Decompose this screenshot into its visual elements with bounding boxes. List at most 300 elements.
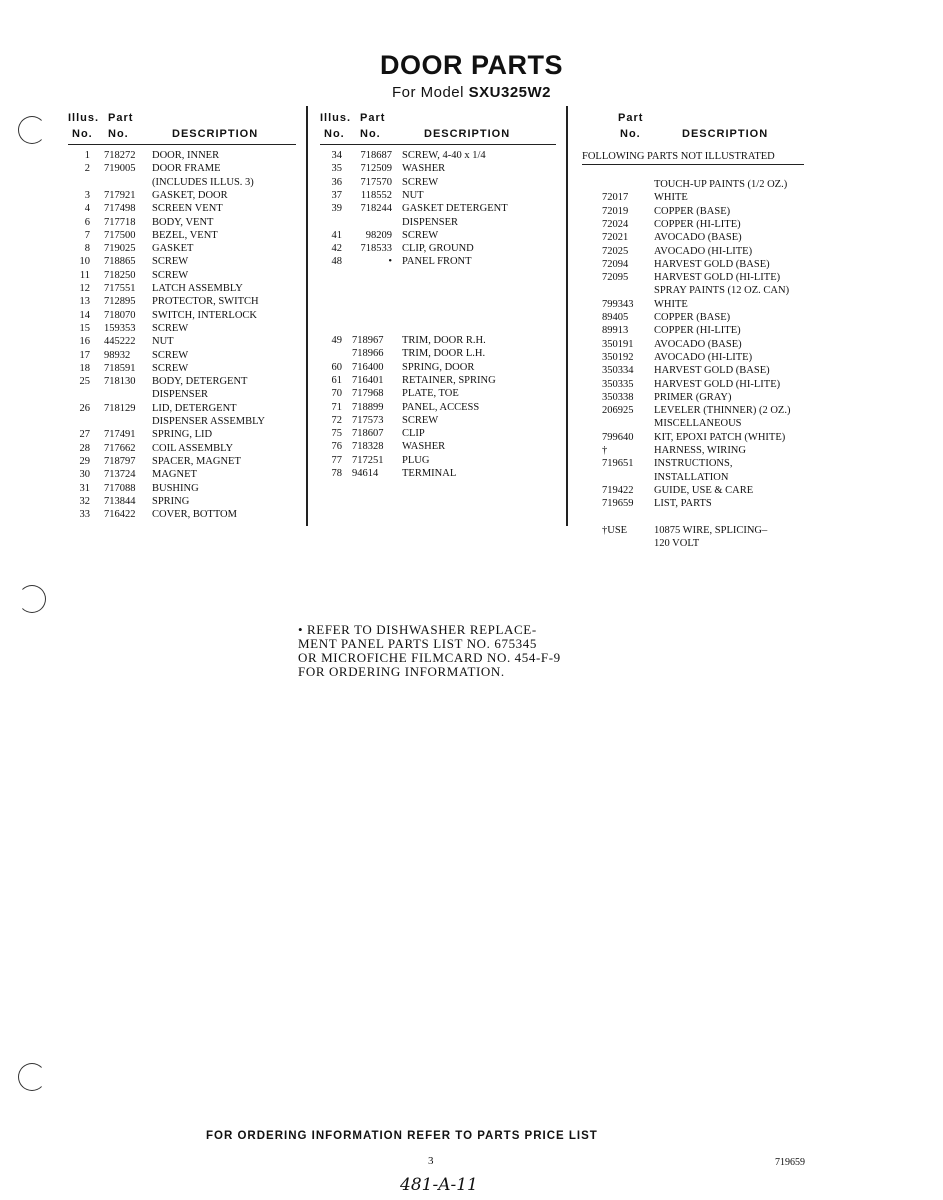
table-row <box>68 162 300 175</box>
illus-number: 18 <box>79 362 90 374</box>
part-description: DOOR FRAME <box>152 163 221 175</box>
part-no-label: No. <box>620 128 641 140</box>
table-row <box>68 402 300 415</box>
illus-number: 7 <box>84 229 90 241</box>
table-row <box>68 388 300 401</box>
part-description: WASHER <box>402 441 446 453</box>
page-subtitle <box>0 84 943 101</box>
illus-number: 3 <box>84 189 90 201</box>
part-number: 718687 <box>360 150 392 161</box>
table-row <box>68 282 300 295</box>
table-row <box>68 295 300 308</box>
part-number: 718967 <box>352 335 384 346</box>
description-label: DESCRIPTION <box>682 128 769 140</box>
left-column-header <box>68 112 300 146</box>
note-line: FOR ORDERING INFORMATION. <box>298 664 505 679</box>
part-number: 719659 <box>602 498 634 510</box>
header-rule <box>68 144 296 145</box>
part-number: 718244 <box>360 203 392 215</box>
part-number: 718328 <box>352 441 384 453</box>
table-row <box>320 229 560 242</box>
illus-number: 49 <box>331 335 342 346</box>
part-description: CLIP, GROUND <box>402 243 474 255</box>
page-title: DOOR PARTS <box>379 50 563 80</box>
part-number: 159353 <box>104 322 136 334</box>
table-row <box>68 189 300 202</box>
part-description: INSTALLATION <box>654 471 729 483</box>
illus-number: 75 <box>331 428 342 440</box>
table-row <box>320 202 560 215</box>
table-row <box>68 335 300 348</box>
part-number: 72024 <box>602 218 629 230</box>
part-number: 717251 <box>352 454 384 466</box>
illus-number: 12 <box>79 283 90 294</box>
table-row <box>68 508 300 521</box>
table-row <box>68 216 300 229</box>
part-description: AVOCADO (HI-LITE) <box>654 245 753 257</box>
part-number: 716401 <box>352 374 384 386</box>
part-description: GASKET, DOOR <box>152 189 228 201</box>
part-description: SPRING, LID <box>152 429 213 441</box>
table-row <box>68 229 300 242</box>
table-row <box>68 349 300 362</box>
part-number: 717491 <box>104 429 136 441</box>
illus-number: 30 <box>79 469 90 481</box>
illus-number: 39 <box>331 203 342 215</box>
illus-number: 31 <box>79 482 90 494</box>
part-number: 717662 <box>104 442 136 454</box>
table-row <box>582 431 822 444</box>
illus-no-label: No. <box>324 128 345 140</box>
part-description: KIT, EPOXI PATCH (WHITE) <box>654 431 786 443</box>
table-row <box>582 378 822 391</box>
table-row <box>68 442 300 455</box>
table-row <box>320 440 560 453</box>
part-description: COIL ASSEMBLY <box>152 442 234 454</box>
part-description: SPRING <box>152 495 190 507</box>
part-number: 712895 <box>104 296 136 308</box>
part-description: HARNESS, WIRING <box>654 445 746 456</box>
illus-number: 1 <box>84 150 90 161</box>
illus-number: 15 <box>79 322 90 334</box>
part-description: LATCH ASSEMBLY <box>152 283 243 294</box>
illus-number: 32 <box>79 495 90 507</box>
header-rule <box>320 144 556 145</box>
illus-number: 60 <box>331 361 342 373</box>
part-number: 72017 <box>602 192 629 204</box>
part-description: 10875 WIRE, SPLICING– <box>654 524 768 536</box>
part-description: LEVELER (THINNER) (2 OZ.) <box>654 405 791 417</box>
part-no-label: No. <box>108 128 129 140</box>
table-row <box>582 245 822 258</box>
handwritten-note: 481-A-11 <box>400 1175 478 1195</box>
table-row <box>68 242 300 255</box>
footer-text: FOR ORDERING INFORMATION REFER TO PARTS PRICE LIST <box>206 1130 598 1142</box>
note-line: MENT PANEL PARTS LIST NO. 675345 <box>298 636 537 651</box>
table-row <box>582 324 822 337</box>
part-description: COPPER (HI-LITE) <box>654 325 741 337</box>
part-description: SCREW <box>152 322 189 334</box>
table-row <box>68 202 300 215</box>
illus-number: 77 <box>331 454 342 466</box>
part-number: 718607 <box>352 428 384 440</box>
table-row <box>68 468 300 481</box>
table-row <box>68 455 300 468</box>
part-number: 118552 <box>360 189 392 201</box>
part-number: 718865 <box>104 256 136 268</box>
table-row <box>68 428 300 441</box>
illus-label: Illus. <box>68 112 100 124</box>
illus-number: 33 <box>79 509 90 521</box>
table-row <box>68 176 300 189</box>
illus-number: 10 <box>79 256 90 268</box>
part-no-label: No. <box>360 128 381 140</box>
part-number: 350191 <box>602 338 634 350</box>
part-description: DOOR, INNER <box>152 150 220 161</box>
left-column <box>68 112 300 521</box>
table-row <box>320 255 560 268</box>
illus-number: 13 <box>79 296 90 308</box>
illus-number: 26 <box>79 402 90 414</box>
part-description: COVER, BOTTOM <box>152 509 237 521</box>
illus-number: 36 <box>331 176 342 188</box>
part-number: 717500 <box>104 229 136 241</box>
part-number: 718129 <box>104 402 136 414</box>
table-row <box>320 427 560 440</box>
illus-number: 8 <box>84 243 90 255</box>
part-description: PLUG <box>402 454 430 466</box>
part-number: 445222 <box>104 336 136 348</box>
part-description: DISPENSER <box>402 216 459 228</box>
part-number: 72019 <box>602 205 629 217</box>
part-number: 98209 <box>365 229 392 241</box>
part-number: 718966 <box>352 348 384 360</box>
part-number: 717551 <box>104 283 136 294</box>
part-description: PANEL, ACCESS <box>402 401 480 413</box>
table-row <box>320 467 560 480</box>
part-number: 718272 <box>104 150 136 161</box>
part-number: 350335 <box>602 378 634 390</box>
part-description: SPRAY PAINTS (12 OZ. CAN) <box>654 285 790 297</box>
illus-number: 25 <box>79 376 90 388</box>
table-row <box>320 242 560 255</box>
part-description: SCREW <box>402 229 439 241</box>
table-row <box>68 482 300 495</box>
part-number: 718899 <box>352 401 384 413</box>
table-row <box>320 189 560 202</box>
part-description: SCREW <box>152 362 189 374</box>
part-number: 350334 <box>602 365 634 377</box>
column-divider <box>306 106 308 526</box>
illus-number: 78 <box>331 468 342 479</box>
table-row <box>582 404 822 417</box>
illus-number: 6 <box>84 216 90 228</box>
part-description: SCREW <box>152 349 189 361</box>
part-number: 799640 <box>602 431 634 443</box>
table-row <box>68 495 300 508</box>
table-row <box>68 149 300 162</box>
part-description: COPPER (BASE) <box>654 312 731 323</box>
part-description: PROTECTOR, SWITCH <box>152 296 259 308</box>
part-number: 719025 <box>104 243 136 255</box>
part-description: COPPER (BASE) <box>654 205 731 217</box>
table-row <box>320 387 560 400</box>
page-number: 3 <box>428 1155 434 1167</box>
part-number: • <box>388 256 392 268</box>
part-description: BUSHING <box>152 482 199 494</box>
punch-hole-top <box>18 116 46 144</box>
part-label: Part <box>108 112 134 124</box>
part-description: PANEL FRONT <box>402 256 472 268</box>
heading-rule <box>582 164 804 165</box>
part-description: SCREEN VENT <box>152 203 223 215</box>
table-row <box>582 537 822 550</box>
part-number: † <box>602 445 608 456</box>
part-number: 72021 <box>602 232 629 244</box>
part-label: Part <box>360 112 386 124</box>
table-row <box>582 338 822 351</box>
middle-column <box>320 112 560 479</box>
part-number: 713724 <box>104 469 136 481</box>
illus-number: 41 <box>331 229 342 241</box>
part-number: 72095 <box>602 272 629 284</box>
table-row <box>68 322 300 335</box>
part-description: BODY, VENT <box>152 216 214 228</box>
part-description: GASKET <box>152 243 194 255</box>
illus-number: 48 <box>331 256 342 268</box>
part-description: TERMINAL <box>402 468 457 479</box>
illus-number: 76 <box>331 441 342 453</box>
part-number: 712509 <box>360 163 392 175</box>
illus-number: 28 <box>79 442 90 454</box>
table-row <box>320 361 560 374</box>
illus-number: 37 <box>331 189 342 201</box>
part-number: 717498 <box>104 203 136 215</box>
part-number: 718250 <box>104 269 136 281</box>
illus-number: 11 <box>79 269 90 281</box>
part-number: 89913 <box>602 325 629 337</box>
right-column: Part No. DESCRIPTION FOLLOWING PARTS NOT ILLUSTRATED TOUCH-UP PAINTS (1/2 OZ.) 72017 WHITE 72019 COPPER (BASE) 72024 COPPER (HI-LITE) 72021 AVOCADO (BASE) 72025 AVOCADO (HI-LITE) 72094 HARVEST GOLD (BASE) 72095 HARVEST GOLD (HI-LITE) SPRAY PAINTS (12 OZ. CAN) 799343 WHITE 89405 COPPER (BASE) 89913 COPPER (HI-LITE) 350191 AVOCADO (BASE) 350192 AVOCADO (HI-LITE) 350334 HARVEST GOLD (BASE) 350335 HARVEST GOLD (HI-LITE) 350338 PRIMER (GRAY) 206925 LEVELER (THINNER) (2 OZ.) MISCELLANEOUS 799640 KIT, EPOXI PATCH (WHITE) † HARNESS, WIRING 719651 INSTRUCTIONS, INSTALLATION 719422 GUIDE, USE & CARE 719659 LIST, PARTS †USE 10875 WIRE, SPLICING– 120 VOLT <box>582 112 822 146</box>
table-row <box>320 401 560 414</box>
table-row <box>582 497 822 510</box>
part-description: NUT <box>402 189 424 201</box>
part-number: 717570 <box>360 176 392 188</box>
part-description: DISPENSER ASSEMBLY <box>152 416 266 427</box>
part-description: BEZEL, VENT <box>152 229 218 241</box>
illus-number: 42 <box>331 243 342 255</box>
part-description: RETAINER, SPRING <box>402 374 496 386</box>
table-row <box>320 216 560 229</box>
ordering-note <box>298 623 598 679</box>
part-description: CLIP <box>402 428 425 440</box>
part-number: 717921 <box>104 189 136 201</box>
part-number: †USE <box>602 524 628 536</box>
illus-number: 16 <box>79 336 90 348</box>
part-description: MISCELLANEOUS <box>654 418 742 430</box>
middle-column-header <box>320 112 560 146</box>
illus-no-label: No. <box>72 128 93 140</box>
part-number: 717968 <box>352 388 384 400</box>
table-row <box>68 309 300 322</box>
part-description: MAGNET <box>152 469 197 481</box>
part-description: AVOCADO (BASE) <box>654 338 742 350</box>
note-line: • REFER TO DISHWASHER REPLACE- <box>298 622 537 637</box>
part-number: 717088 <box>104 482 136 494</box>
table-row <box>68 269 300 282</box>
part-number: 94614 <box>352 468 379 479</box>
part-description: AVOCADO (BASE) <box>654 232 742 244</box>
part-number: 718070 <box>104 309 136 321</box>
table-row <box>582 218 822 231</box>
part-number: 799343 <box>602 298 634 310</box>
table-row <box>68 255 300 268</box>
illus-number: 35 <box>331 163 342 175</box>
subtitle-prefix: For Model <box>391 84 464 101</box>
illus-number: 2 <box>84 163 90 175</box>
note-line: OR MICROFICHE FILMCARD NO. 454-F-9 <box>298 650 561 665</box>
part-description: HARVEST GOLD (BASE) <box>654 258 770 270</box>
table-row <box>582 457 822 470</box>
table-row <box>582 191 822 204</box>
table-row <box>582 271 822 284</box>
part-description: LIST, PARTS <box>654 498 712 510</box>
part-description: WHITE <box>654 192 688 204</box>
part-label: Part <box>618 112 644 124</box>
illus-number: 72 <box>331 414 342 426</box>
part-description: INSTRUCTIONS, <box>654 458 733 470</box>
part-number: 98932 <box>104 349 131 361</box>
part-description: GASKET DETERGENT <box>402 203 508 215</box>
table-row <box>320 149 560 162</box>
table-row <box>582 417 822 430</box>
part-description: COPPER (HI-LITE) <box>654 218 741 230</box>
table-row <box>582 444 822 457</box>
part-number: 206925 <box>602 405 634 417</box>
table-row <box>582 205 822 218</box>
part-description: SPACER, MAGNET <box>152 455 241 467</box>
part-description: SCREW <box>402 414 439 426</box>
part-description: SCREW, 4-40 x 1/4 <box>402 150 486 161</box>
part-description: TRIM, DOOR R.H. <box>402 335 486 346</box>
table-row <box>582 311 822 324</box>
illus-label: Illus. <box>320 112 352 124</box>
part-description: SCREW <box>402 176 439 188</box>
part-number: 350192 <box>602 351 634 363</box>
table-row <box>582 391 822 404</box>
table-row <box>68 362 300 375</box>
part-number: 716400 <box>352 361 384 373</box>
table-row <box>582 524 822 537</box>
table-row <box>68 375 300 388</box>
table-row <box>582 364 822 377</box>
part-number: 718130 <box>104 376 136 388</box>
illus-number: 4 <box>84 203 90 215</box>
part-number: 718591 <box>104 362 136 374</box>
table-row <box>582 284 822 297</box>
table-row <box>582 298 822 311</box>
table-row <box>320 162 560 175</box>
part-description: SCREW <box>152 256 189 268</box>
table-row <box>582 258 822 271</box>
part-description: WASHER <box>402 163 446 175</box>
table-row <box>582 471 822 484</box>
part-number: 716422 <box>104 509 136 521</box>
table-row <box>582 484 822 497</box>
illus-number: 71 <box>331 401 342 413</box>
part-number: 717573 <box>352 414 384 426</box>
illus-number: 29 <box>79 455 90 467</box>
table-row <box>320 454 560 467</box>
part-number: 713844 <box>104 495 136 507</box>
part-description: PRIMER (GRAY) <box>654 391 732 403</box>
part-number: 72094 <box>602 258 629 270</box>
part-number: 89405 <box>602 312 629 323</box>
part-description: NUT <box>152 336 174 348</box>
part-number: 718797 <box>104 455 136 467</box>
illus-number: 17 <box>79 349 90 361</box>
illus-number: 34 <box>331 150 342 161</box>
illus-number: 70 <box>331 388 342 400</box>
description-label: DESCRIPTION <box>172 128 259 140</box>
column-divider <box>566 106 568 526</box>
part-description: SPRING, DOOR <box>402 361 475 373</box>
table-row <box>582 351 822 364</box>
table-row <box>68 415 300 428</box>
part-description: WHITE <box>654 298 688 310</box>
table-row <box>582 231 822 244</box>
part-description: TRIM, DOOR L.H. <box>402 348 486 360</box>
part-description: DISPENSER <box>152 389 209 401</box>
part-description: GUIDE, USE & CARE <box>654 484 754 496</box>
part-number: 719422 <box>602 484 634 496</box>
table-row <box>320 414 560 427</box>
punch-hole-middle <box>18 585 46 613</box>
part-number: 719005 <box>104 163 136 175</box>
table-row <box>582 511 822 524</box>
description-label: DESCRIPTION <box>424 128 511 140</box>
part-number: 72025 <box>602 245 629 257</box>
table-row <box>320 374 560 387</box>
part-description: AVOCADO (HI-LITE) <box>654 351 753 363</box>
punch-hole-bottom <box>18 1063 46 1091</box>
part-description: 120 VOLT <box>654 538 700 550</box>
part-description: TOUCH-UP PAINTS (1/2 OZ.) <box>654 179 788 190</box>
table-row <box>320 347 560 360</box>
right-column-header <box>582 112 822 146</box>
part-number: 717718 <box>104 216 136 228</box>
model-number: SXU325W2 <box>468 84 552 101</box>
table-row <box>582 178 822 191</box>
part-description: SWITCH, INTERLOCK <box>152 309 257 321</box>
part-description: LID, DETERGENT <box>152 402 237 414</box>
illus-number: 61 <box>331 374 342 386</box>
part-description: HARVEST GOLD (BASE) <box>654 365 770 377</box>
part-description: PLATE, TOE <box>402 388 459 400</box>
part-description: HARVEST GOLD (HI-LITE) <box>654 378 781 390</box>
part-number: 350338 <box>602 391 634 403</box>
part-description: HARVEST GOLD (HI-LITE) <box>654 272 781 284</box>
part-number: 718533 <box>360 243 392 255</box>
part-description: SCREW <box>152 269 189 281</box>
part-description: BODY, DETERGENT <box>152 376 248 388</box>
part-number: 719651 <box>602 458 634 470</box>
illus-number: 14 <box>79 309 90 321</box>
table-row <box>320 334 560 347</box>
part-description: (INCLUDES ILLUS. 3) <box>152 176 254 188</box>
illus-number: 27 <box>79 429 90 441</box>
table-row <box>320 176 560 189</box>
document-number: 719659 <box>775 1157 805 1168</box>
